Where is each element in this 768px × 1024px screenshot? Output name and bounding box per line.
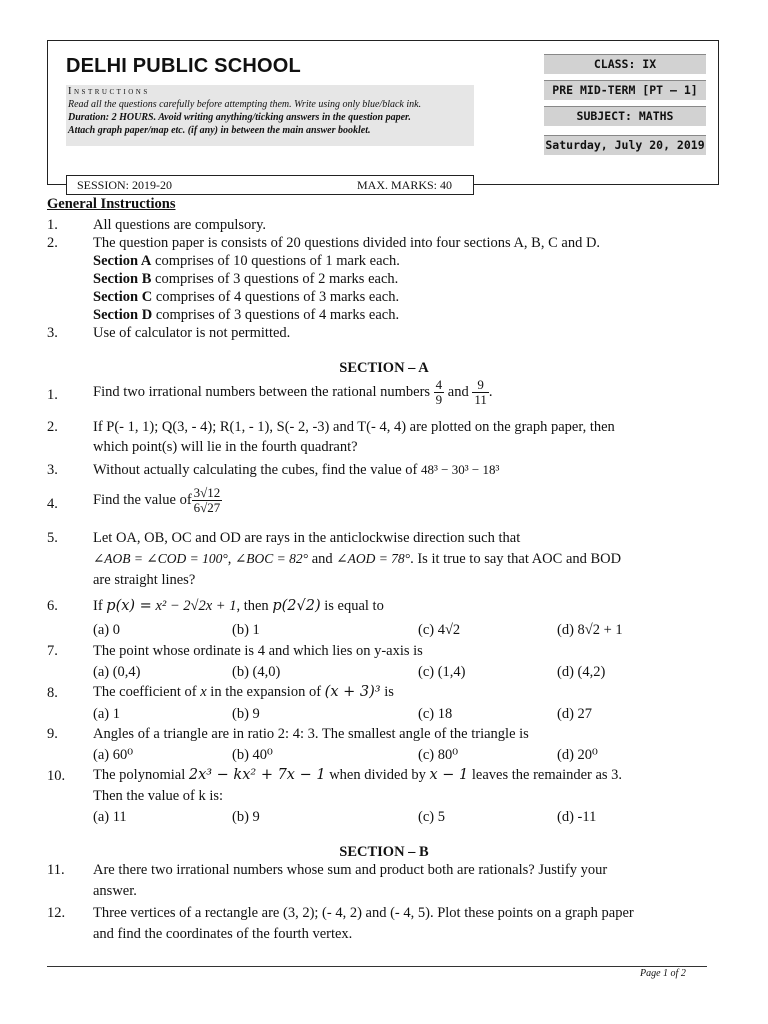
footer-divider xyxy=(47,966,707,967)
question-6: If p(x) = x² − 2√2x + 1, then p(2√2) is equal to xyxy=(93,598,384,614)
option: (d) 20⁰ xyxy=(557,747,598,763)
question-11-line: answer. xyxy=(93,883,137,899)
question-2-line: If P(- 1, 1); Q(3, - 4); R(1, - 1), S(- 2, -3) and T(- 4, 4) are plotted on the graph paper, then xyxy=(93,419,615,435)
question-5-line: ∠AOB = ∠COD = 100°, ∠BOC = 82° and ∠AOD = 78°. Is it true to say that AOC and BOD xyxy=(93,551,622,567)
q-number: 11. xyxy=(47,862,65,878)
section-desc: Section B comprises of 3 questions of 2 marks each. xyxy=(93,271,399,287)
option: (d) -11 xyxy=(557,809,597,825)
question-2-line: which point(s) will lie in the fourth quadrant? xyxy=(93,439,358,455)
gi-number: 1. xyxy=(47,217,58,233)
option: (d) 27 xyxy=(557,706,593,722)
question-7: The point whose ordinate is 4 and which lies on y-axis is xyxy=(93,643,423,659)
option: (b) 9 xyxy=(232,809,260,825)
gi-text: Use of calculator is not permitted. xyxy=(93,325,291,341)
option: (c) 4√2 xyxy=(418,622,461,638)
gi-text: The question paper is consists of 20 questions divided into four sections A, B, C and D. xyxy=(93,235,601,251)
option: (a) 60⁰ xyxy=(93,747,134,763)
question-8: The coefficient of x in the expansion of (x + 3)³ is xyxy=(93,684,394,700)
option: (b) (4,0) xyxy=(232,664,281,680)
q-number: 12. xyxy=(47,905,66,921)
question-1: Find two irrational numbers between the rational numbers $\frac{4}{9}$ and $\frac{9}{11}$ . xyxy=(93,377,493,407)
q-number: 7. xyxy=(47,643,58,659)
section-b-title: SECTION – B xyxy=(339,844,429,860)
session-text: SESSION: 2019-20 xyxy=(77,178,173,192)
option: (c) 5 xyxy=(418,809,445,825)
session-box xyxy=(66,175,474,195)
option: (d) (4,2) xyxy=(557,664,606,680)
section-a-title: SECTION – A xyxy=(339,360,429,376)
q-number: 1. xyxy=(47,387,58,403)
question-4: Find the value of $\frac{3√12}{6√27}$ xyxy=(93,485,221,515)
section-desc: Section A comprises of 10 questions of 1 mark each. xyxy=(93,253,400,269)
max-marks-text: MAX. MARKS: 40 xyxy=(357,178,453,192)
q-number: 3. xyxy=(47,462,58,478)
q-number: 8. xyxy=(47,685,58,701)
section-desc: Section D comprises of 3 questions of 4 marks each. xyxy=(93,307,400,323)
gi-number: 3. xyxy=(47,325,58,341)
question-9: Angles of a triangle are in ratio 2: 4: 3. The smallest angle of the triangle is xyxy=(93,726,529,742)
gi-number: 2. xyxy=(47,235,58,251)
q-number: 5. xyxy=(47,530,58,546)
option: (c) (1,4) xyxy=(418,664,466,680)
option: (a) 11 xyxy=(93,809,127,825)
subject-label: SUBJECT: MATHS xyxy=(544,106,706,126)
class-label: CLASS: IX xyxy=(544,54,706,74)
instruction-line: Attach graph paper/map etc. (if any) in between the main answer booklet. xyxy=(68,125,371,136)
page-number: Page 1 of 2 xyxy=(640,968,686,979)
instruction-line: Duration: 2 HOURS. Avoid writing anything/ticking answers in the question paper. xyxy=(68,112,411,123)
q-number: 10. xyxy=(47,768,66,784)
question-11-line: Are there two irrational numbers whose sum and product both are rationals? Justify your xyxy=(93,862,608,878)
question-5-line: Let OA, OB, OC and OD are rays in the anticlockwise direction such that xyxy=(93,530,521,546)
question-10: The polynomial 2x³ − kx² + 7x − 1 when divided by x − 1 leaves the remainder as 3. xyxy=(93,767,623,783)
q-number: 2. xyxy=(47,419,58,435)
q-number: 6. xyxy=(47,598,58,614)
date-label: Saturday, July 20, 2019 xyxy=(544,135,706,155)
q-number: 9. xyxy=(47,726,58,742)
question-12-line: Three vertices of a rectangle are (3, 2); (- 4, 2) and (- 4, 5). Plot these points on a graph paper xyxy=(93,905,634,921)
general-instructions-heading: General Instructions xyxy=(47,196,176,212)
option: (a) 0 xyxy=(93,622,120,638)
option: (b) 40⁰ xyxy=(232,747,273,763)
school-name: DELHI PUBLIC SCHOOL xyxy=(66,55,301,77)
option: (d) 8√2 + 1 xyxy=(557,622,623,638)
q-number: 4. xyxy=(47,496,58,512)
option: (a) (0,4) xyxy=(93,664,141,680)
gi-text: All questions are compulsory. xyxy=(93,217,267,233)
instructions-title: Instructions xyxy=(68,86,150,97)
section-desc: Section C comprises of 4 questions of 3 marks each. xyxy=(93,289,400,305)
question-5-line: are straight lines? xyxy=(93,572,196,588)
option: (b) 9 xyxy=(232,706,260,722)
option: (a) 1 xyxy=(93,706,120,722)
option: (b) 1 xyxy=(232,622,260,638)
option: (c) 80⁰ xyxy=(418,747,459,763)
question-10-line: Then the value of k is: xyxy=(93,788,224,804)
option: (c) 18 xyxy=(418,706,453,722)
question-3: Without actually calculating the cubes, find the value of 48³ − 30³ − 18³ xyxy=(93,462,500,478)
exam-label: PRE MID-TERM [PT – 1] xyxy=(544,80,706,100)
question-12-line: and find the coordinates of the fourth vertex. xyxy=(93,926,353,942)
instruction-line: Read all the questions carefully before attempting them. Write using only blue/black ink. xyxy=(68,99,422,110)
